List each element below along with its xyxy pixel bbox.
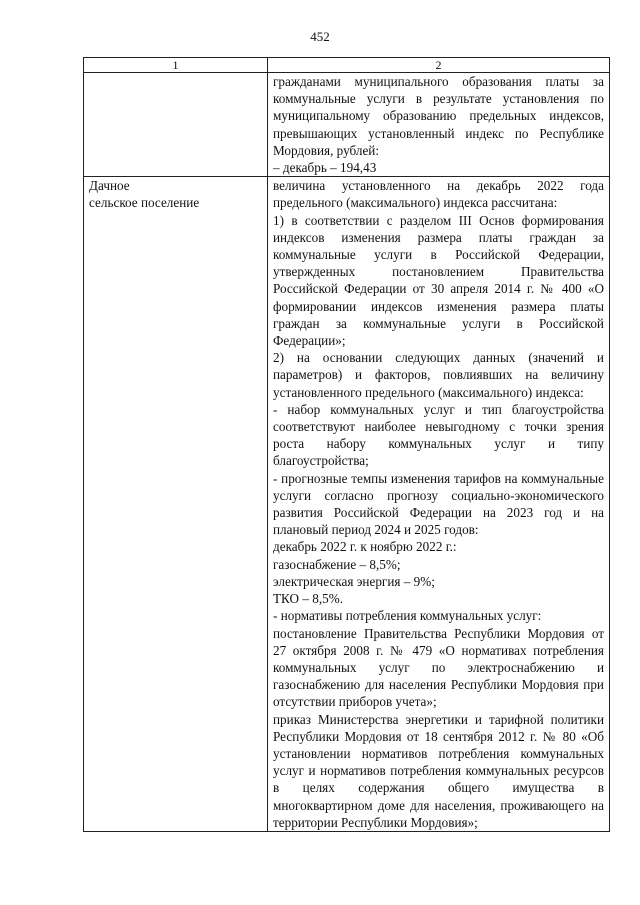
description-paragraph: гражданами муниципального образования платы за коммунальные услуги в результате установления по муниципальному образованию предельных индексов, превышающих установленный индекс по Республике Мордовия, рублей: [273, 74, 604, 158]
table-row [84, 177, 610, 832]
description-paragraph: газоснабжение – 8,5%; [273, 556, 401, 572]
description-paragraph: - набор коммунальных услуг и тип благоустройства соответствуют наиболее невыгодному с точки зрения роста набору коммунальных услуг и типу благоустройства; [273, 401, 604, 469]
table-row [84, 73, 610, 177]
description-cell [268, 73, 610, 177]
column-header: 2 [268, 58, 610, 73]
municipality-cell [84, 177, 268, 832]
municipality-name-line: сельское поселение [89, 195, 200, 211]
description-paragraph: ТКО – 8,5%. [273, 591, 344, 607]
description-paragraph: 1) в соответствии с разделом III Основ формирования индексов изменения размера платы граждан за коммунальные услуги в Российской Федерации, утвержденных постановлением Правительства Российской Федерации от 30 апреля 2014 г. № 400 «О формировании индексов изменения размера платы граждан за коммунальные услуги в Российской Федерации»; [273, 212, 604, 349]
municipality-cell [84, 73, 268, 177]
description-paragraph: - нормативы потребления коммунальных услуг: [273, 608, 542, 624]
description-paragraph: 2) на основании следующих данных (значений и параметров) и факторов, повлиявших на величину установленного предельного (максимального) индекса: [273, 350, 604, 400]
description-paragraph: приказ Министерства энергетики и тарифной политики Республики Мордовия от 18 сентября 2012 г. № 80 «Об установлении нормативов потребления коммунальных услуг и нормативов потребления коммунальных ресурсов в целях содержания общего имущества в многоквартирном доме для населения, проживающего на территории Республики Мордовия»; [273, 711, 604, 830]
description-paragraph: - прогнозные темпы изменения тарифов на коммунальные услуги согласно прогнозу социально-экономического развития Российской Федерации на 2023 год и на плановый период 2024 и 2025 годов: [273, 470, 604, 538]
table-header-row [84, 58, 610, 73]
description-paragraph: постановление Правительства Республики Мордовия от 27 октября 2008 г. № 479 «О нормативах потребления коммунальных услуг по электроснабжению и газоснабжению для населения Республики Мордовия при отсутствии приборов учета»; [273, 625, 604, 710]
column-header: 1 [84, 58, 268, 73]
description-paragraph: – декабрь – 194,43 [273, 160, 377, 176]
page-number: 452 [310, 29, 330, 44]
document-table [83, 57, 610, 832]
description-cell [268, 177, 610, 832]
description-paragraph: величина установленного на декабрь 2022 года предельного (максимального) индекса рассчитана: [273, 178, 604, 211]
description-paragraph: электрическая энергия – 9%; [273, 573, 435, 589]
description-paragraph: декабрь 2022 г. к ноябрю 2022 г.: [273, 539, 457, 555]
municipality-name-line: Дачное [89, 178, 130, 194]
